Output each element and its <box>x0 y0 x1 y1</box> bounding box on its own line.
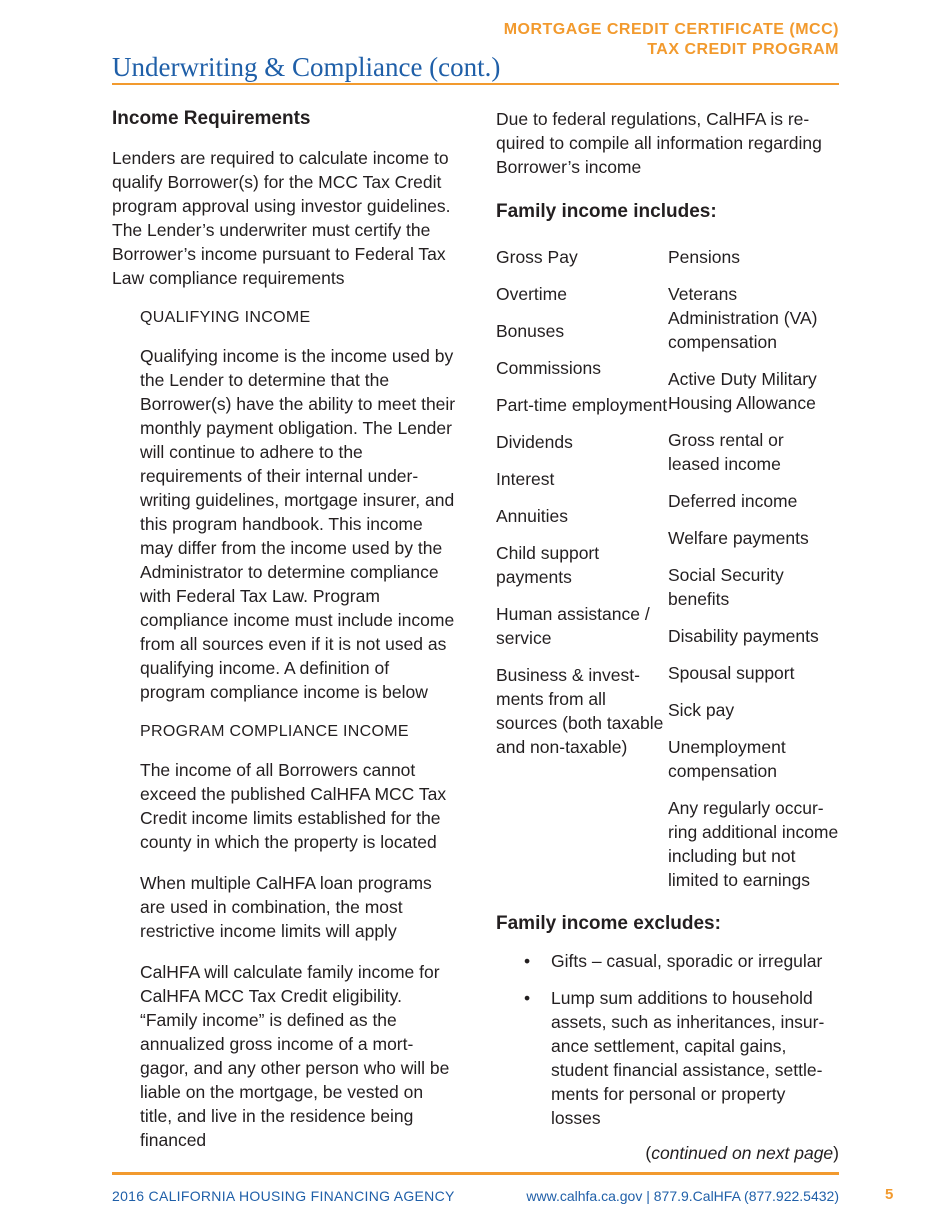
page-title: Underwriting & Compliance (cont.) <box>112 52 501 82</box>
includes-column-2 <box>668 245 840 905</box>
includes-item: Welfare payments <box>668 528 809 548</box>
list-item <box>524 949 841 973</box>
footer-contact-link[interactable]: www.calhfa.ca.gov | 877.9.CalHFA (877.922.5432) <box>526 1188 839 1204</box>
multiple-programs-text: When multiple CalHFA loan programs are used in combination, the most restrictive income limits will apply <box>140 873 432 941</box>
footer-agency: 2016 CALIFORNIA HOUSING FINANCING AGENCY <box>112 1188 455 1204</box>
includes-column-1 <box>496 245 668 905</box>
family-income-excludes-list <box>496 949 841 1130</box>
continued-text: continued on next page <box>651 1143 834 1163</box>
includes-item: Veterans Administration (VA) compensation <box>668 284 818 352</box>
header-divider <box>112 83 839 85</box>
includes-item: Human assistance / service <box>496 604 650 648</box>
includes-item: Spousal support <box>668 663 795 683</box>
federal-regulations-text: Due to federal regulations, CalHFA is re-quired to compile all information regarding Borrower’s income <box>496 109 822 177</box>
program-compliance-income-heading: PROGRAM COMPLIANCE INCOME <box>140 723 409 740</box>
includes-item: Dividends <box>496 432 573 452</box>
family-income-excludes-heading: Family income excludes: <box>496 913 721 934</box>
includes-item: Part-time employment <box>496 395 668 415</box>
list-item <box>524 986 841 1130</box>
includes-item: Business & invest-ments from all sources (both taxable and non-taxable) <box>496 665 664 757</box>
includes-item: Pensions <box>668 247 740 267</box>
family-income-includes-heading: Family income includes: <box>496 201 717 222</box>
includes-item: Bonuses <box>496 321 565 341</box>
includes-item: Gross Pay <box>496 247 578 267</box>
program-title-line-2: TAX CREDIT PROGRAM <box>647 41 839 58</box>
includes-item: Disability payments <box>668 626 819 646</box>
includes-item: Unemployment compensation <box>668 737 786 781</box>
includes-item: Social Security benefits <box>668 565 784 609</box>
continued-open-paren: ( <box>645 1143 652 1163</box>
qualifying-income-heading: QUALIFYING INCOME <box>140 309 311 326</box>
program-title-line-1: MORTGAGE CREDIT CERTIFICATE (MCC) <box>503 21 839 38</box>
left-column <box>112 107 458 1169</box>
includes-item: Overtime <box>496 284 567 304</box>
continued-close-paren: ) <box>833 1143 839 1163</box>
includes-item: Any regularly occur-ring additional income including but not limited to earnings <box>668 798 839 890</box>
includes-item: Child support payments <box>496 543 600 587</box>
qualifying-income-text: Qualifying income is the income used by the Lender to determine that the Borrower(s) have the ability to meet their monthly payment obligation. The Lender will continue to adhere to the requirements of their internal under-writing guidelines, mortgage insurer, and this program handbook. This income may differ from the income used by the Administrator to determine compliance with Federal Tax Law. Program compliance income must include income from all sources even if it is not used as qualifying income. A definition of program compliance income is below <box>140 346 456 702</box>
page-number: 5 <box>885 1186 894 1203</box>
includes-item: Active Duty Military Housing Allowance <box>668 369 817 413</box>
right-column <box>496 107 841 1143</box>
includes-item: Deferred income <box>668 491 798 511</box>
continued-note <box>645 1141 839 1165</box>
family-income-includes-list <box>496 245 841 905</box>
excludes-item: Lump sum additions to household assets, such as inheritances, insur-ance settlement, capital gains, student financial assistance, settle-ments for personal or property losses <box>551 988 825 1128</box>
includes-item: Interest <box>496 469 555 489</box>
bullet-icon: • <box>524 951 531 971</box>
includes-item: Sick pay <box>668 700 735 720</box>
excludes-item: Gifts – casual, sporadic or irregular <box>551 951 823 971</box>
income-requirements-intro: Lenders are required to calculate income to qualify Borrower(s) for the MCC Tax Credit program approval using investor guidelines. The Lender’s underwriter must certify the Borrower’s income pursuant to Federal Tax Law compliance requirements <box>112 148 451 288</box>
footer-divider <box>112 1172 839 1175</box>
family-income-definition-text: CalHFA will calculate family income for CalHFA MCC Tax Credit eligibility. “Family income” is defined as the annualized gross income of a mort-gagor, and any other person who will be liable on the mortgage, be vested on title, and live in the residence being financed <box>140 962 450 1150</box>
income-requirements-heading: Income Requirements <box>112 108 311 129</box>
bullet-icon: • <box>524 988 531 1008</box>
includes-item: Gross rental or leased income <box>668 430 784 474</box>
includes-item: Commissions <box>496 358 602 378</box>
compliance-income-limits-text: The income of all Borrowers cannot exceed the published CalHFA MCC Tax Credit income limits established for the county in which the property is located <box>140 760 447 852</box>
income-definitions <box>140 307 458 1152</box>
program-title <box>504 20 839 60</box>
includes-item: Annuities <box>496 506 568 526</box>
